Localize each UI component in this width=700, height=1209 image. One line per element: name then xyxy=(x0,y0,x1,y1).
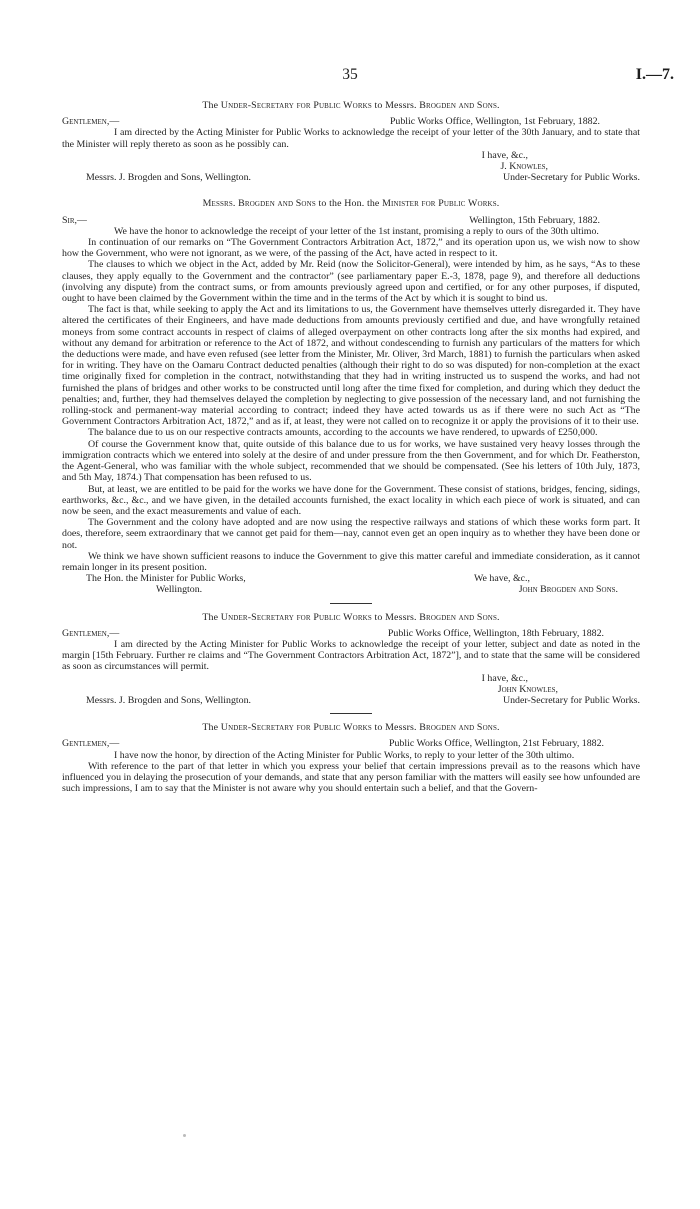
paragraph: We have the honor to acknowledge the receipt of your letter of the 1st instant, promising a reply to ours of the 30th ultimo. xyxy=(114,225,599,237)
signature: John Brogden and Sons. xyxy=(518,584,618,596)
salutation: Sir,— xyxy=(62,214,87,226)
paragraph: The fact is that, while seeking to apply the Act and its limitations to us, the Government have themselves utterly disregarded it. They have altered the certificates of their Engineers, and have made deductions from amounts previously certified and due, and have wrongfully retained moneys from some contract accounts in respect of claims of alleged overpayment on other contracts long after the six months had expired, and without any demand for arbitration or reference to the Act of 1872, and without condescending to furnish any particulars of the matters for which the deductions were made, and have even refused (see letter from the Minister, Mr. Oliver, 3rd March, 1881) to furnish the particulars when asked for in writing. They have on the Oamaru Contract deducted penalties (although their right to do so was disputed) for non-completion at the exact time originally fixed for completion in the contract, notwithstanding that they had in writing instructed us to suspend the works, and had not furnished the plans of bridges and other works to be constructed until long after the time fixed for completion, and during which they deduct the penalties; and, further, they had themselves delayed the completion by neglecting to give possession of the necessary land, and not furnishing the rolling-stock and permanent-way material according to contract; indeed they have acted towards us as if there were no such Act as “The Government Contractors Arbitration Act, 1872,” and as if, at least, they were not called on to recognize it or apply the provisions of it to their use. xyxy=(62,304,640,428)
letter-footer xyxy=(62,695,640,706)
paragraph: In continuation of our remarks on “The Government Contractors Arbitration Act, 1872,” and its operation upon us, we wish now to show how the Government, who were not ignorant, as we were, of the passing of the Act, have acted in respect to it. xyxy=(62,237,640,260)
place-date: Public Works Office, Wellington, 18th February, 1882. xyxy=(387,627,604,639)
paragraph: With reference to the part of that letter in which you express your belief that certain impressions prevail as to the reasons which have influenced you in delaying the prosecution of your demands, and state that any person familiar with the matters will easily see how unfounded are such impressions, I am to say that the Minister is not aware why you should entertain such a belief, and that the Govern- xyxy=(62,760,640,795)
salutation-line xyxy=(62,738,640,749)
document-reference: I.—7. xyxy=(635,66,674,83)
place-date: Public Works Office, Wellington, 1st February, 1882. xyxy=(389,116,600,128)
salutation: Gentlemen,— xyxy=(62,116,120,128)
paragraph: But, at least, we are entitled to be paid for the works we have done for the Government. These consist of stations, bridges, fencing, sidings, earthworks, &c., &c., and we have given, in the detailed accounts furnished, the exact locality in which each piece of work is situated, and can now be seen, and the exact measurements and value of each. xyxy=(62,483,640,517)
signatory-title: Under-Secretary for Public Works. xyxy=(502,694,640,706)
salutation: Gentlemen,— xyxy=(62,738,120,750)
place-date: Wellington, 15th February, 1882. xyxy=(469,214,600,226)
addressee: Messrs. J. Brogden and Sons, Wellington. xyxy=(86,172,251,184)
letter-heading: Messrs. Brogden and Sons to the Hon. the Minister for Public Works. xyxy=(202,198,500,210)
paragraph: I am directed by the Acting Minister for Public Works to acknowledge the receipt of your letter of the 30th January, and to state that the Minister will reply thereto as soon as he possibly can. xyxy=(62,127,640,150)
closing: We have, &c., xyxy=(474,573,530,585)
addressee-line-2: Wellington. xyxy=(156,584,203,596)
paragraph: We think we have shown sufficient reasons to induce the Government to give this matter careful and immediate consideration, as it cannot remain longer in its present position. xyxy=(62,550,640,573)
paragraph: The balance due to us on our respective contracts amounts, according to the accounts we have rendered, to upwards of £250,000. xyxy=(88,427,598,439)
salutation-line xyxy=(62,116,640,127)
letter-heading: The Under-Secretary for Public Works to Messrs. Brogden and Sons. xyxy=(202,722,500,734)
page-speck xyxy=(183,1134,186,1137)
separator-rule xyxy=(330,603,372,604)
letter-2 xyxy=(62,198,640,595)
salutation-line xyxy=(62,628,640,639)
separator-rule xyxy=(330,713,372,714)
place-date: Public Works Office, Wellington, 21st February, 1882. xyxy=(389,738,604,750)
paragraph: Of course the Government know that, quite outside of this balance due to us for works, we have sustained very heavy losses through the immigration contracts which we entered into solely at the desire of and under pressure from the then Government, and for which Dr. Featherston, the Agent-General, who was familiar with the whole subject, recommended that we should be compensated. (See his letters of 10th July, 1873, and 5th May, 1874.) That compensation has been refused to us. xyxy=(62,438,640,484)
letter-4 xyxy=(62,722,640,794)
closing: I have, &c., xyxy=(481,149,528,161)
letter-footer-2 xyxy=(62,584,640,595)
separator-rule xyxy=(330,189,372,190)
salutation-line xyxy=(62,215,640,226)
addressee: Messrs. J. Brogden and Sons, Wellington. xyxy=(86,694,251,706)
letter-1 xyxy=(62,100,640,183)
page-header xyxy=(0,66,700,86)
closing: I have, &c., xyxy=(481,672,528,684)
paragraph: The Government and the colony have adopted and are now using the respective railways and stations of which these works form part. It does, therefore, seem extraordinary that we cannot get paid for them—nay, cannot even get an open inquiry as to whether they have been done or not. xyxy=(62,517,640,551)
letter-heading: The Under-Secretary for Public Works to Messrs. Brogden and Sons. xyxy=(202,100,500,111)
page-content xyxy=(62,100,640,794)
addressee-line-1: The Hon. the Minister for Public Works, xyxy=(86,573,246,585)
signature: John Knowles, xyxy=(497,683,558,695)
letter-3 xyxy=(62,612,640,707)
page-number: 35 xyxy=(342,66,358,83)
paragraph: I am directed by the Acting Minister for Public Works to acknowledge the receipt of your letter, subject and date as noted in the margin [15th February. Further re claims and “The Government Contractors Arbitration Act, 1872”], and to state that the same will be considered as soon as circumstances will permit. xyxy=(62,638,640,673)
salutation: Gentlemen,— xyxy=(62,627,120,639)
letter-heading: The Under-Secretary for Public Works to Messrs. Brogden and Sons. xyxy=(202,611,500,623)
signature: J. Knowles, xyxy=(500,161,548,173)
paragraph: The clauses to which we object in the Act, added by Mr. Reid (now the Solicitor-General), were intended by him, as he says, “As to these clauses, they apply equally to the Government and the contractor” (see parliamentary paper E.-3, 1878, page 9), and therefore all deductions (involving any dispute) from the contract sums, or from amounts previously agreed upon and certified, or for any other purposes, if disputed, ought to have been claimed by the Government within the time and in the terms of the Act by which it is sought to bind us. xyxy=(62,259,640,305)
signatory-title: Under-Secretary for Public Works. xyxy=(502,172,640,184)
letter-footer xyxy=(62,573,640,584)
letter-footer xyxy=(62,172,640,183)
paragraph: I have now the honor, by direction of the Acting Minister for Public Works, to reply to your letter of the 30th ultimo. xyxy=(114,749,575,761)
